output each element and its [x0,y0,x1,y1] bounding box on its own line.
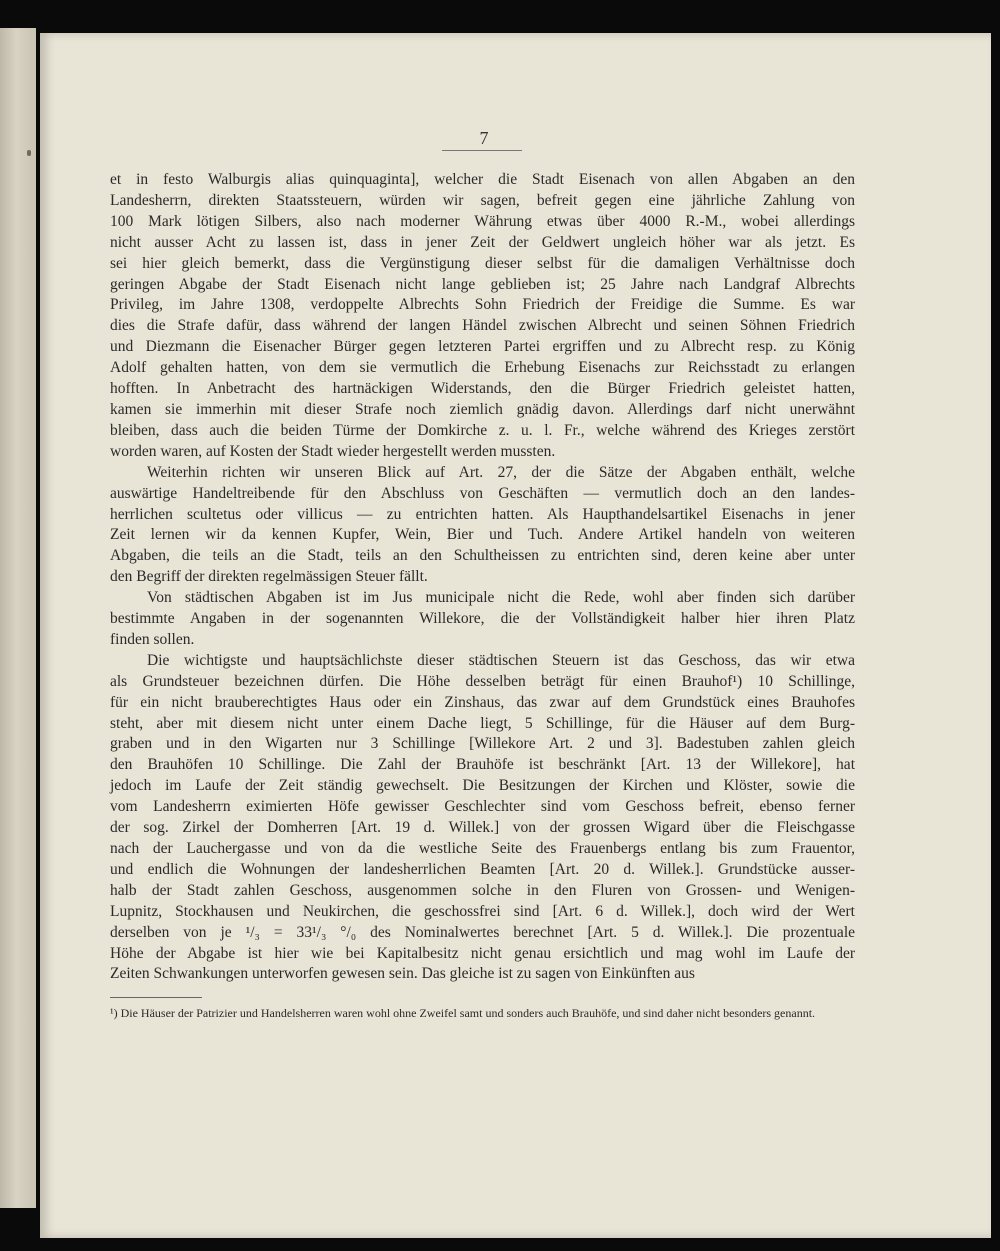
text-line: dies die Strafe dafür, dass während der langen Händel zwischen Albrecht und seinen Söhnen Friedrich [110,317,855,335]
footnote [110,1005,855,1022]
text-line: graben und in den Wigarten nur 3 Schillinge [Willekore Art. 2 und 3]. Badestuben zahlen gleich [110,735,855,753]
text-line: nicht ausser Acht zu lassen ist, dass in jener Zeit der Geldwert ungleich höher war als jetzt. Es [110,233,855,251]
text-line: geringen Abgabe der Stadt Eisenach nicht lange geblieben ist; 25 Jahre nach Landgraf Albrechts [110,275,855,293]
page-number: 7 [479,128,489,148]
text-line: Weiterhin richten wir unseren Blick auf Art. 27, der die Sätze der Abgaben enthält, welche [147,463,855,481]
text-line: vom Landesherrn eximierten Höfe gewisser Geschlechter sind vom Geschoss befreit, ebenso ferner [110,798,855,816]
text-line: jedoch im Laufe der Zeit ständig gewechselt. Die Besitzungen der Kirchen und Klöster, sowie die [110,777,855,795]
text-line: herrlichen scultetus oder villicus — zu entrichten hatten. Als Haupthandelsartikel Eisenachs in jener [110,505,855,523]
text-line: als Grundsteuer bezeichnen dürfen. Die Höhe desselben beträgt für einen Brauhof¹) 10 Schillinge, [110,672,855,690]
text-line: der sog. Zirkel der Domherren [Art. 19 d. Willek.] von der grossen Wigard über die Fleischgasse [110,819,855,837]
text-line: und Diezmann die Eisenacher Bürger gegen letzteren Partei ergriffen und zu Albrecht resp. zu König [110,338,855,356]
text-line: 100 Mark lötigen Silbers, also nach moderner Währung etwas über 4000 R.-M., wobei allerdings [110,212,855,230]
text-line: für ein nicht brauberechtigtes Haus oder ein Zinshaus, das zwar auf dem Grundstück eines Brauhofes [110,693,855,711]
text-line: bleiben, dass auch die beiden Türme der Domkirche z. u. l. Fr., welche während des Krieges zerstört [110,421,855,439]
text-line: steht, aber mit diesem nicht unter einem Dache liegt, 5 Schillinge, für die Häuser auf dem Burg- [110,714,855,732]
text-line: Höhe der Abgabe ist hier wie bei Kapitalbesitz nicht genau ersichtlich und mag wohl im Laufe der [110,944,855,962]
text-line: Lupnitz, Stockhausen und Neukirchen, die geschossfrei sind [Art. 6 d. Willek.], doch wird der Wert [110,902,855,920]
page-mark [27,150,31,156]
text-line: worden waren, auf Kosten der Stadt wieder hergestellt werden mussten. [110,442,556,460]
text-line: hofften. In Anbetracht des hartnäckigen Widerstands, den die Bürger Friedrich geleistet hatten, [110,380,855,398]
footnote-text: Die Häuser der Patrizier und Handelsherren waren wohl ohne Zweifel samt und sonders auch Brauhöfe, und sind daher nicht besonders genannt. [120,1006,816,1020]
text-line: Landesherrn, direkten Staatssteuern, würden wir sagen, befreit gegen eine jährliche Zahlung von [110,191,855,209]
text-line: den Brauhöfen 10 Schillinge. Die Zahl der Brauhöfe ist beschränkt [Art. 13 der Willekore], hat [110,756,855,774]
facing-page-edge [0,28,36,1208]
text-line: Zeiten Schwankungen unterworfen gewesen sein. Das gleiche ist zu sagen von Einkünften aus [110,965,695,983]
text-line: nach der Lauchergasse und von da die westliche Seite des Frauenbergs entlang bis zum Frauentor, [110,840,855,857]
text-line: auswärtige Handeltreibende für den Abschluss von Geschäften — vermutlich doch an den landes- [110,484,855,502]
text-line: und endlich die Wohnungen der landesherrlichen Beamten [Art. 20 d. Willek.]. Grundstücke ausser- [110,860,855,878]
text-line: sei hier gleich bemerkt, dass die Vergünstigung dieser selbst für die damaligen Verhältnisse doch [110,254,855,272]
text-line: finden sollen. [110,630,195,648]
text-line: Von städtischen Abgaben ist im Jus municipale nicht die Rede, wohl aber finden sich darüber [147,589,855,607]
text-line: den Begriff der direkten regelmässigen Steuer fällt. [110,568,428,586]
text-line: Zeit lernen wir da kennen Kupfer, Wein, Bier und Tuch. Andere Artikel handeln von weiteren [110,526,855,544]
text-line: bestimmte Angaben in der sogenannten Willekore, die der Vollständigkeit halber hier ihren Platz [110,610,855,628]
text-line: Privileg, im Jahre 1308, verdoppelte Albrechts Sohn Friedrich der Freidige die Summe. Es war [110,296,855,314]
footnote-rule [110,997,202,998]
header-rule [442,150,522,151]
body-text [110,170,855,985]
text-line: Die wichtigste und hauptsächlichste dieser städtischen Steuern ist das Geschoss, das wir etwa [147,651,855,669]
text-line: kamen sie immerhin mit dieser Strafe noch ziemlich gnädig davon. Allerdings darf nicht unerwähnt [110,400,855,418]
text-line: Adolf gehalten hatten, von dem sie vermutlich die Erhebung Eisenachs zur Reichsstadt zu erlangen [110,359,855,377]
text-line: Abgaben, die teils an die Stadt, teils an den Schultheissen zu entrichten sind, deren keine aber unter [110,547,855,565]
text-line: derselben von je ¹/₃ = 33¹/₃ °/₀ des Nominalwertes berechnet [Art. 5 d. Willek.]. Die prozentuale [110,923,855,941]
text-line: halb der Stadt zahlen Geschoss, ausgenommen solche in den Fluren von Grossen- und Wenigen- [110,881,855,899]
footnote-marker: ¹) [110,1006,118,1020]
text-line: et in festo Walburgis alias quinquaginta], welcher die Stadt Eisenach von allen Abgaben an den [110,171,855,188]
